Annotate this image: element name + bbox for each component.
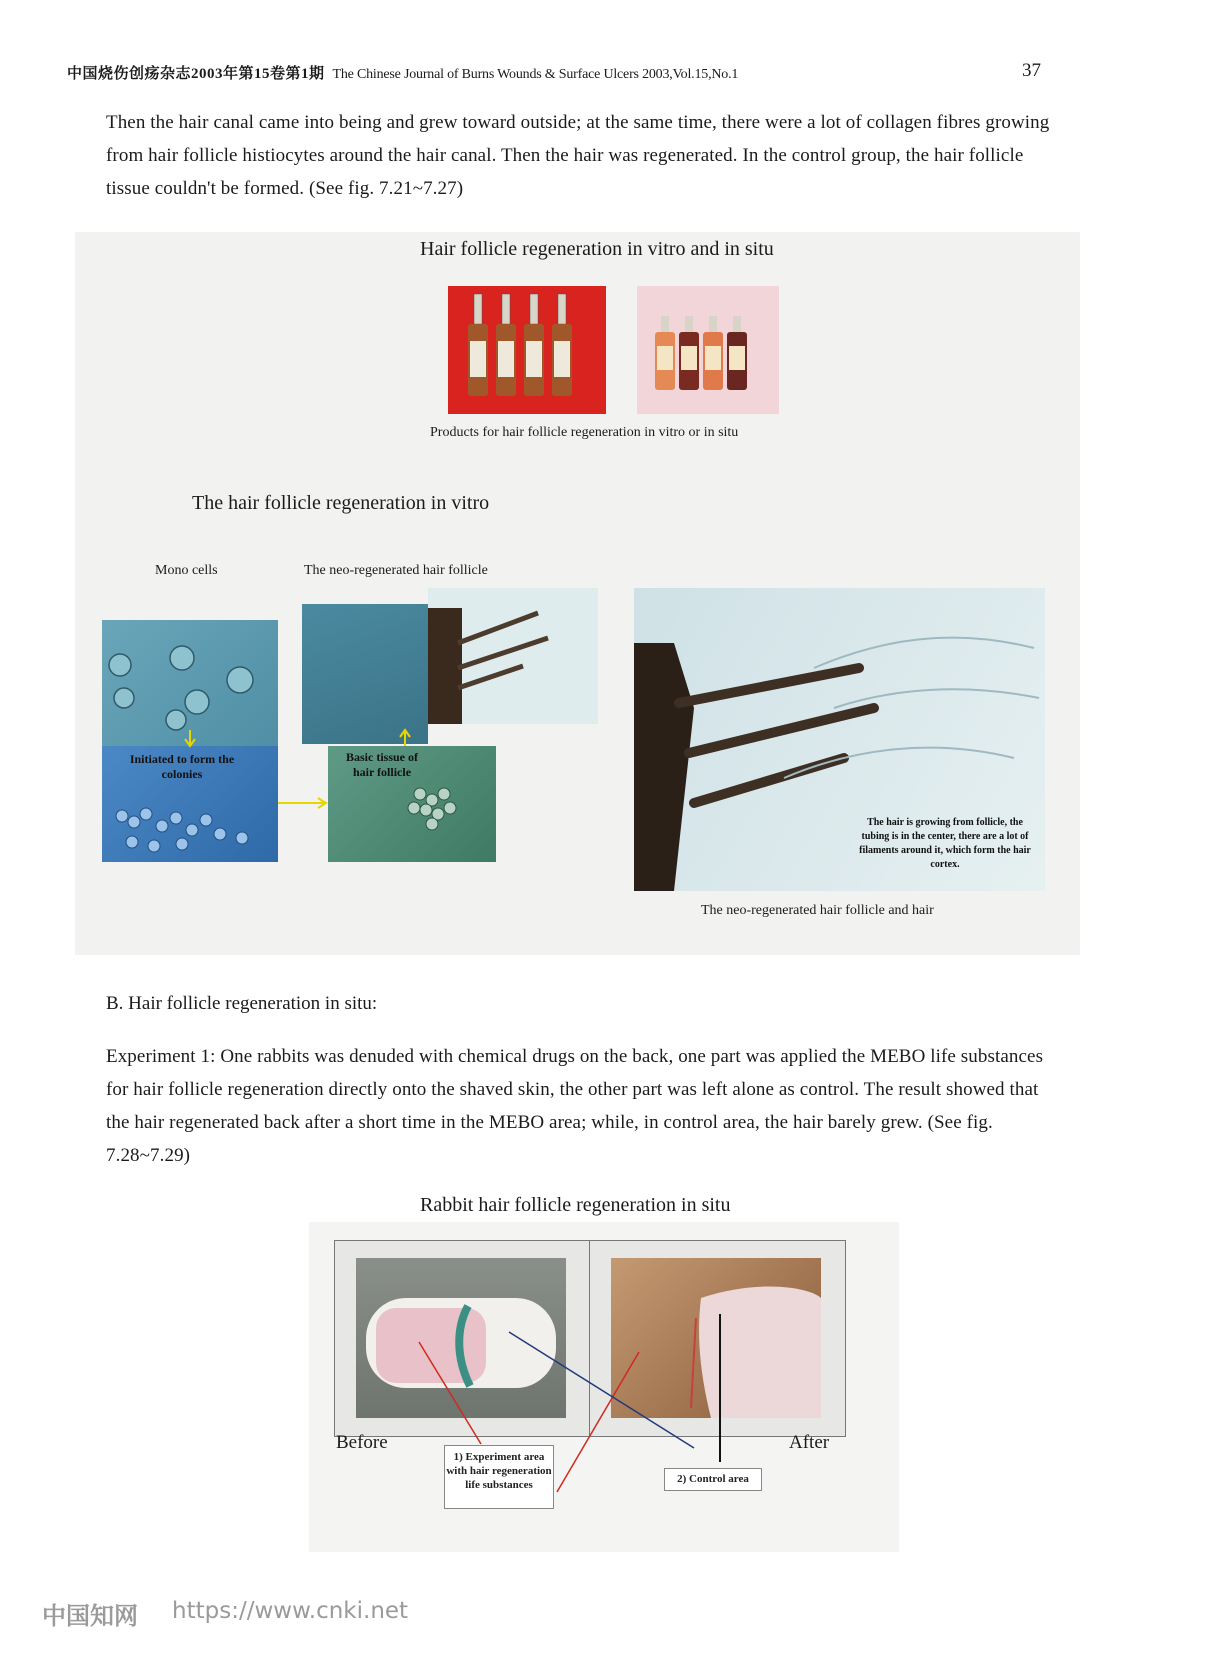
figure-hair-follicle-regeneration xyxy=(75,232,1080,955)
figure-title: Hair follicle regeneration in vitro and in situ xyxy=(420,238,774,260)
products-photo-red xyxy=(448,286,606,414)
label-mono-cells: Mono cells xyxy=(155,563,218,578)
label-before: Before xyxy=(336,1432,388,1453)
subtitle-in-vitro: The hair follicle regeneration in vitro xyxy=(192,492,490,514)
overlay-basic-tissue: Basic tissue of hair follicle xyxy=(346,750,418,779)
paragraph-experiment-1: Experiment 1: One rabbits was denuded with chemical drugs on the back, one part was applied the MEBO life substances for hair follicle regeneration directly onto the shaved skin, the other part was left alone as control. The result showed that the hair regenerated back after a short time in the MEBO area; while, in control area, the hair barely grew. (See fig. 7.28~7.29) xyxy=(106,1046,1044,1166)
label-after: After xyxy=(789,1432,830,1453)
small-bottles-illustration xyxy=(637,286,779,414)
neo-follicle-photo-left xyxy=(302,604,428,744)
page-number: 37 xyxy=(1022,60,1041,81)
header-english: The Chinese Journal of Burns Wounds & Surface Ulcers 2003,Vol.15,No.1 xyxy=(332,67,739,82)
arrow-up-icon xyxy=(395,728,415,748)
products-photo-pink xyxy=(637,286,779,414)
paragraph-intro: Then the hair canal came into being and grew toward outside; at the same time, there were a lot of collagen fibres growing from hair follicle histiocytes around the hair canal. Then the hair was regenerated. In the control group, the hair follicle tissue couldn't be formed. (See fig. 7.21~7.27) xyxy=(106,112,1050,199)
follicle-strands-illustration xyxy=(428,588,598,724)
figure2-title: Rabbit hair follicle regeneration in situ xyxy=(420,1194,731,1216)
colonies-photo xyxy=(102,746,278,862)
cnki-logo: 中国知网 xyxy=(42,1602,138,1630)
basic-tissue-photo xyxy=(328,746,496,862)
overlay-hair-growing: The hair is growing from follicle, the tubing is in the center, there are a lot of filaments around it, which form the hair cortex. xyxy=(859,817,1031,870)
large-follicle-photo xyxy=(634,588,1045,891)
bottles-illustration xyxy=(448,286,606,414)
label-neo-follicle: The neo-regenerated hair follicle xyxy=(304,563,488,578)
large-photo-caption: The neo-regenerated hair follicle and hair xyxy=(701,903,934,918)
section-b-heading: B. Hair follicle regeneration in situ: xyxy=(106,993,378,1014)
label-experiment-area: 1) Experiment area with hair regeneration life substances xyxy=(444,1445,554,1509)
header-chinese: 中国烧伤创疡杂志2003年第15卷第1期 xyxy=(67,66,325,82)
label-control-area: 2) Control area xyxy=(664,1468,762,1491)
figure-rabbit-regeneration xyxy=(309,1222,899,1552)
neo-follicle-photo-right xyxy=(428,588,598,724)
products-caption: Products for hair follicle regeneration in vitro or in situ xyxy=(430,425,739,440)
arrow-right-icon xyxy=(278,796,328,810)
running-header xyxy=(67,62,738,83)
overlay-colonies: Initiated to form the colonies xyxy=(129,752,235,781)
figure2-arrows xyxy=(309,1222,899,1552)
arrow-down-icon xyxy=(175,730,205,748)
cnki-url[interactable]: https://www.cnki.net xyxy=(172,1598,409,1624)
